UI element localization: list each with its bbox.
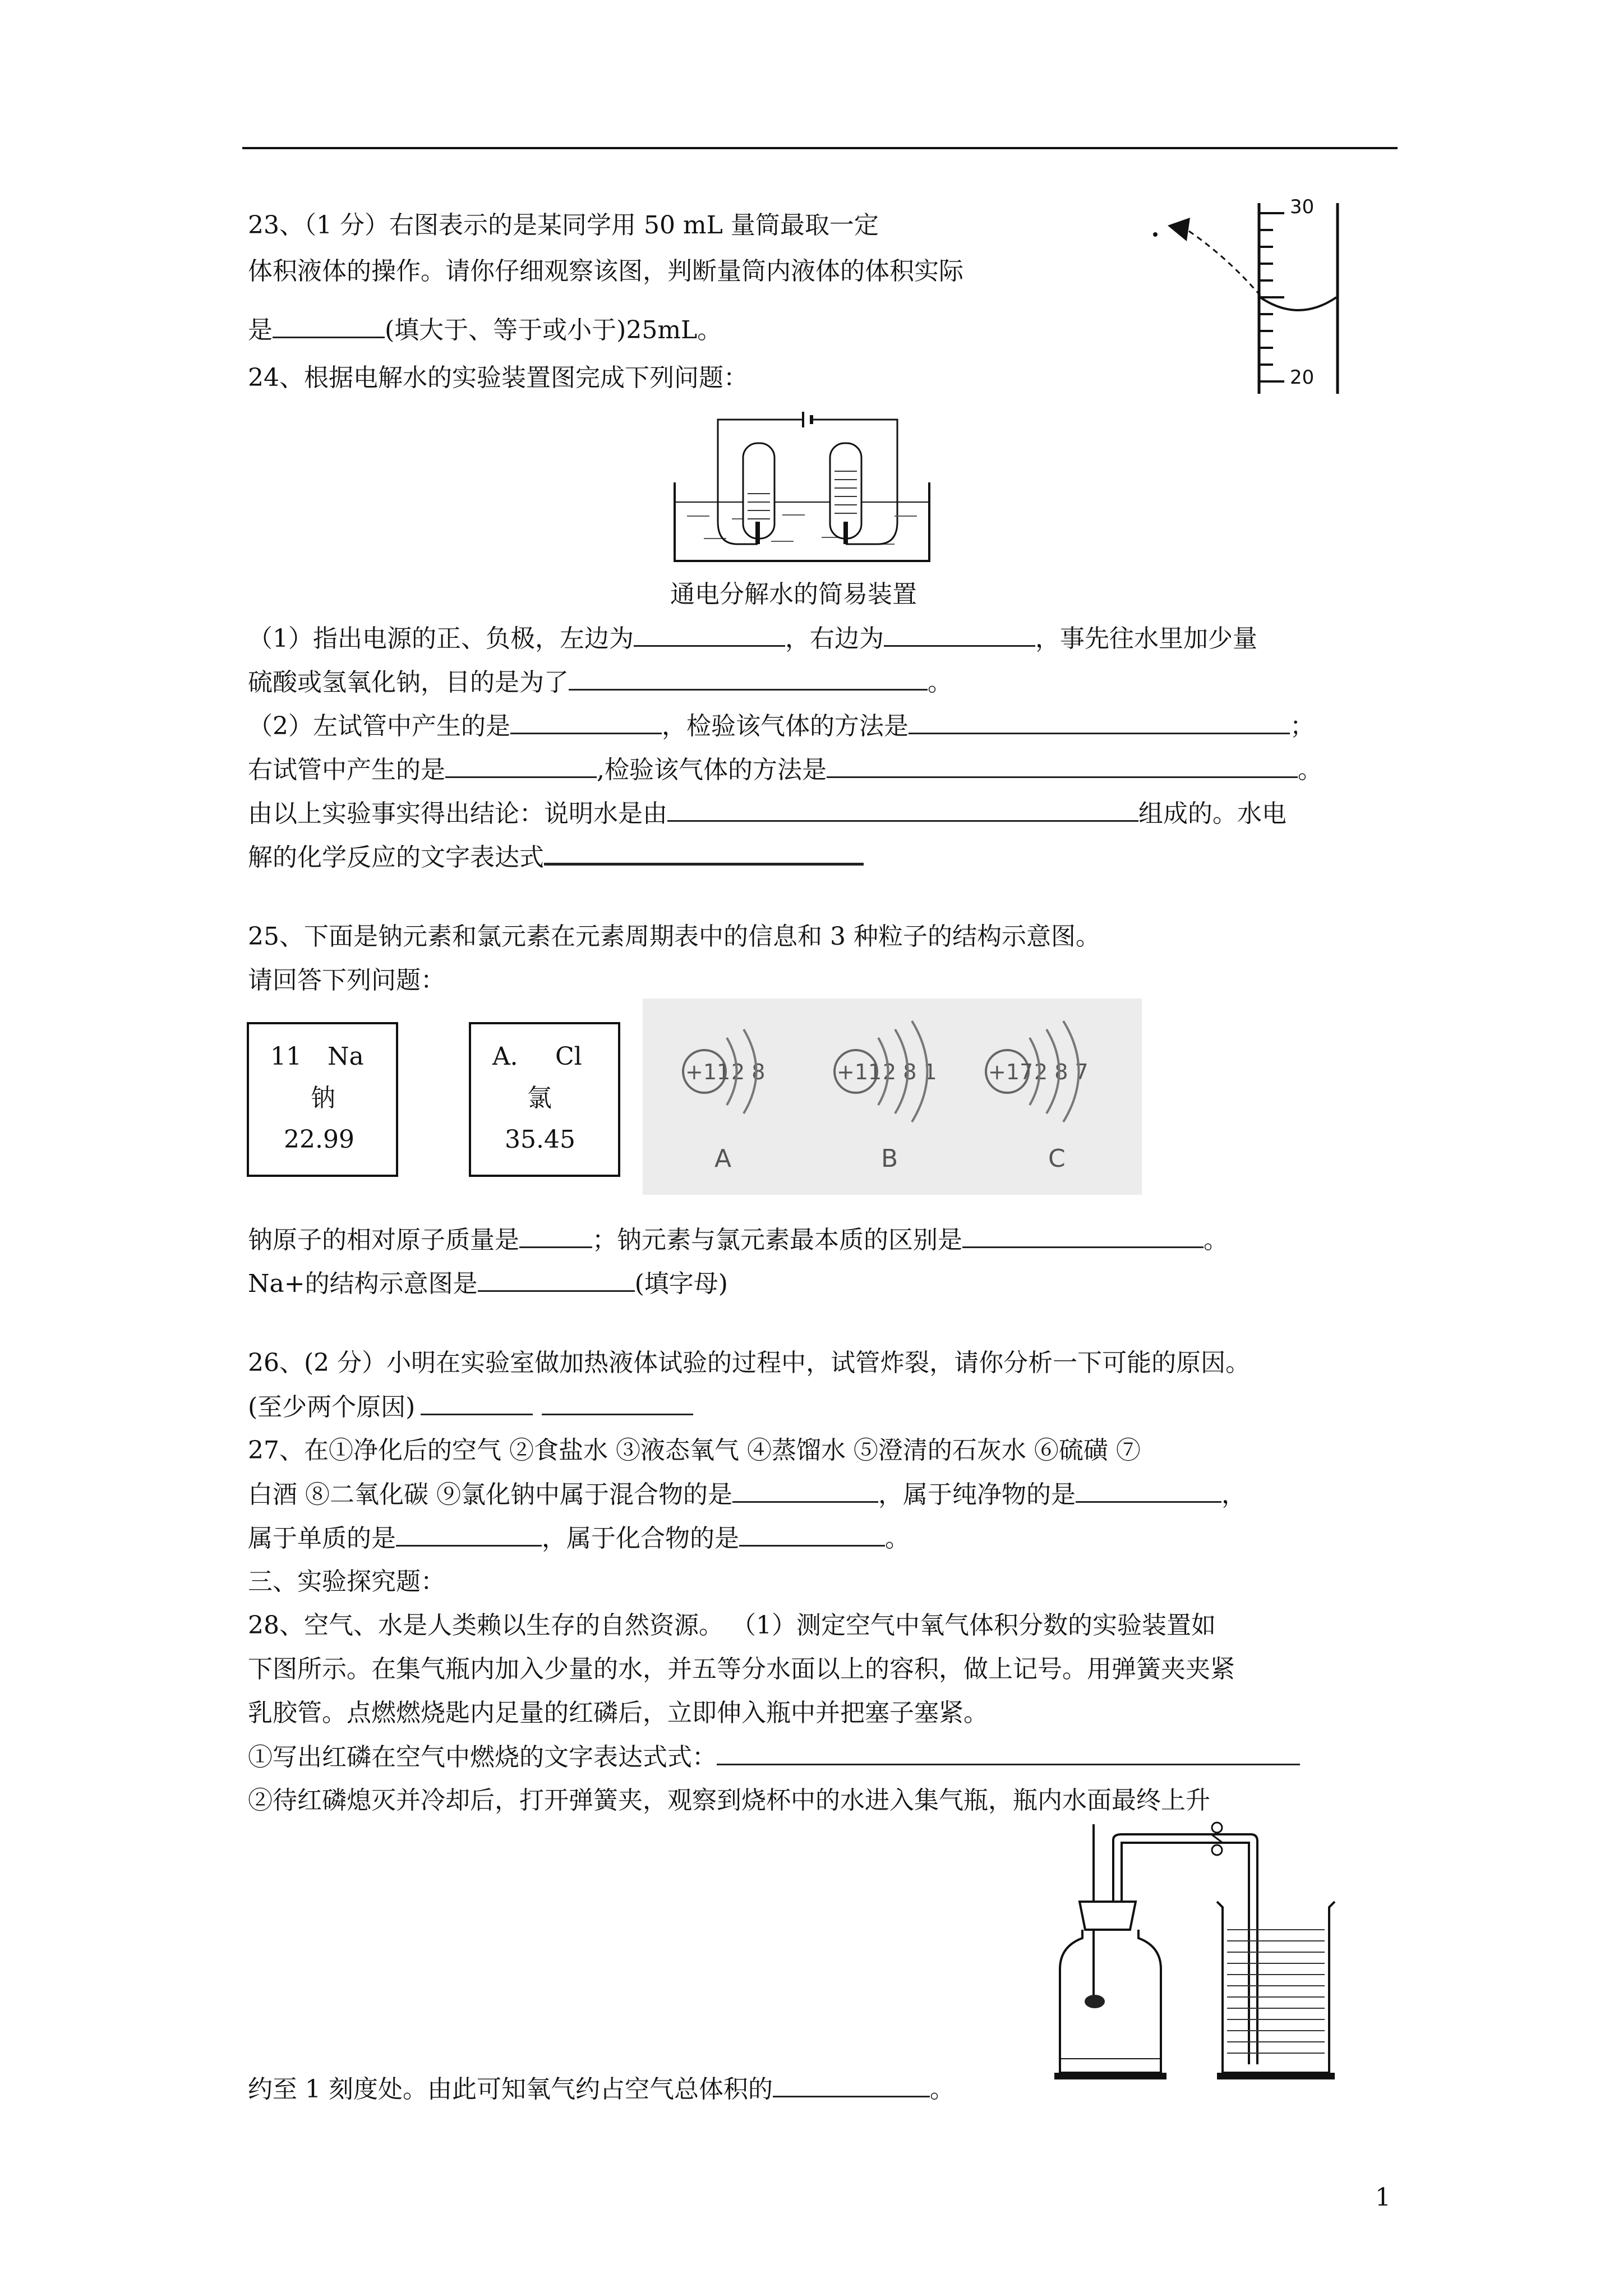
- q23-line1: 23、（1 分）右图表示的是某同学用 50 mL 量筒最取一定: [248, 211, 879, 240]
- na-mass: 22.99: [284, 1125, 354, 1154]
- svg-text:+17: +17: [988, 1060, 1034, 1084]
- q25-question-line1: 钠原子的相对原子质量是 ；钠元素与氯元素最本质的区别是 。: [248, 1223, 1228, 1257]
- left-electrode-blank[interactable]: [634, 622, 785, 647]
- mixtures-blank[interactable]: [732, 1478, 878, 1503]
- cylinder-top-label: 30: [1290, 196, 1315, 218]
- na-atomic-number: 11: [270, 1042, 302, 1071]
- reason-1-blank[interactable]: [421, 1390, 533, 1415]
- q24-part1-line2: 硫酸或氢氧化钠，目的是为了 。: [248, 665, 952, 700]
- electrolysis-caption: 通电分解水的简易装置: [670, 580, 917, 609]
- oxygen-measurement-apparatus: [1049, 1818, 1396, 2087]
- electrolysis-apparatus-figure: [670, 409, 934, 572]
- q28-line6: 约至 1 刻度处。由此可知氧气约占空气总体积的 。: [248, 2072, 955, 2106]
- svg-text:B: B: [881, 1144, 898, 1173]
- svg-text:+11: +11: [685, 1060, 731, 1084]
- pure-substances-blank[interactable]: [1076, 1478, 1221, 1503]
- right-electrode-blank[interactable]: [884, 622, 1035, 647]
- oxygen-fraction-blank[interactable]: [773, 2072, 930, 2097]
- svg-text:+11: +11: [837, 1060, 882, 1084]
- q24-part2-line2: 右试管中产生的是 ,检验该气体的方法是 。: [248, 753, 1322, 787]
- right-gas-blank[interactable]: [445, 753, 597, 778]
- cl-mass: 35.45: [505, 1125, 575, 1154]
- na-symbol: Na: [328, 1042, 364, 1071]
- na-name: 钠: [311, 1084, 335, 1112]
- q24-conclusion-line: 由以上实验事实得出结论：说明水是由 组成的。水电: [248, 797, 1287, 831]
- q23-line3: [248, 313, 722, 347]
- left-gas-blank[interactable]: [510, 709, 662, 734]
- q25-subtitle: 请回答下列问题：: [248, 966, 445, 995]
- element-difference-blank[interactable]: [962, 1223, 1204, 1248]
- svg-text:2 8 7: 2 8 7: [1034, 1060, 1089, 1084]
- water-composition-blank[interactable]: [667, 797, 1138, 822]
- q24-part1-line1: （1）指出电源的正、负极，左边为 ，右边为 ，事先往水里加少量: [248, 622, 1257, 656]
- stopper: [1080, 1902, 1136, 1930]
- q24-part2-line1: （2）左试管中产生的是 ，检验该气体的方法是 ；: [248, 709, 1315, 743]
- q28-line5: ②待红磷熄灭并冷却后，打开弹簧夹，观察到烧杯中的水进入集气瓶，瓶内水面最终上升: [248, 1786, 1210, 1815]
- q23-suffix: (填大于、等于或小于)25mL。: [385, 316, 722, 344]
- q23-answer-blank[interactable]: [273, 313, 385, 338]
- q27-line1: 27、在①净化后的空气 ②食盐水 ③液态氧气 ④蒸馏水 ⑤澄清的石灰水 ⑥硫磺 ⑦: [248, 1436, 1141, 1465]
- q27-line3: 属于单质的是 ，属于化合物的是 。: [248, 1521, 910, 1556]
- phosphorus-equation-blank[interactable]: [717, 1740, 1300, 1765]
- q26-line2: (至少两个原因): [248, 1390, 693, 1424]
- svg-text:2 8 1: 2 8 1: [883, 1060, 937, 1084]
- svg-text:2 8: 2 8: [731, 1060, 766, 1084]
- chlorine-element-box: [469, 1022, 620, 1177]
- q25-question-line2: Na+的结构示意图是 (填字母): [248, 1267, 728, 1301]
- q27-line2: 白酒 ⑧二氧化碳 ⑨氯化钠中属于混合物的是 ，属于纯净物的是 ，: [248, 1478, 1246, 1512]
- spring-clip-icon: [1211, 1823, 1223, 1855]
- na-ion-diagram-blank[interactable]: [478, 1267, 635, 1292]
- water-trough: [675, 482, 929, 561]
- reason-2-blank[interactable]: [542, 1390, 693, 1415]
- right-gas-test-blank[interactable]: [827, 753, 1298, 778]
- gas-collection-jar: [1060, 1930, 1161, 2073]
- equation-blank[interactable]: [544, 839, 864, 866]
- particle-structure-figure: [643, 999, 1142, 1195]
- elements-blank[interactable]: [396, 1521, 542, 1547]
- beaker: [1217, 1902, 1335, 2073]
- purpose-blank[interactable]: [569, 665, 928, 691]
- header-rule: [242, 147, 1398, 149]
- meniscus: [1260, 297, 1336, 310]
- cylinder-bottom-label: 20: [1290, 366, 1315, 389]
- svg-text:A: A: [714, 1144, 732, 1173]
- q28-line3: 乳胶管。点燃燃烧匙内足量的红磷后，立即伸入瓶中并把塞子塞紧。: [248, 1699, 988, 1727]
- eye-icon: [1153, 218, 1190, 241]
- section-3-heading: 三、实验探究题：: [248, 1567, 445, 1596]
- cl-name: 氯: [527, 1084, 552, 1112]
- q24-title: 24、根据电解水的实验装置图完成下列问题：: [248, 364, 748, 392]
- q28-line2: 下图所示。在集气瓶内加入少量的水，并五等分水面以上的容积，做上记号。用弹簧夹夹紧: [248, 1655, 1235, 1683]
- q26-line1: 26、(2 分）小明在实验室做加热液体试验的过程中，试管炸裂，请你分析一下可能的原因。: [248, 1349, 1251, 1377]
- q25-title: 25、下面是钠元素和氯元素在元素周期表中的信息和 3 种粒子的结构示意图。: [248, 922, 1100, 951]
- na-mass-blank[interactable]: [519, 1223, 592, 1248]
- q23-prefix: 是: [248, 316, 273, 344]
- svg-text:C: C: [1048, 1144, 1066, 1173]
- q28-line4: ①写出红磷在空气中燃烧的文字表达式式：: [248, 1740, 1300, 1774]
- page-number: 1: [1375, 2183, 1391, 2212]
- q24-equation-line: 解的化学反应的文字表达式: [248, 839, 864, 875]
- compounds-blank[interactable]: [739, 1521, 885, 1547]
- graduated-cylinder-figure: [1133, 191, 1357, 404]
- q28-line1: 28、空气、水是人类赖以生存的自然资源。 （1）测定空气中氧气体积分数的实验装置如: [248, 1611, 1216, 1640]
- sight-line: [1189, 231, 1262, 297]
- left-gas-test-blank[interactable]: [909, 709, 1290, 734]
- cl-atomic-number: A．: [492, 1042, 535, 1071]
- sodium-element-box: [247, 1022, 398, 1177]
- q23-line2: 体积液体的操作。请你仔细观察该图，判断量筒内液体的体积实际: [248, 257, 963, 286]
- cl-symbol: Cl: [555, 1042, 582, 1071]
- burning-phosphorus-icon: [1085, 1995, 1105, 2008]
